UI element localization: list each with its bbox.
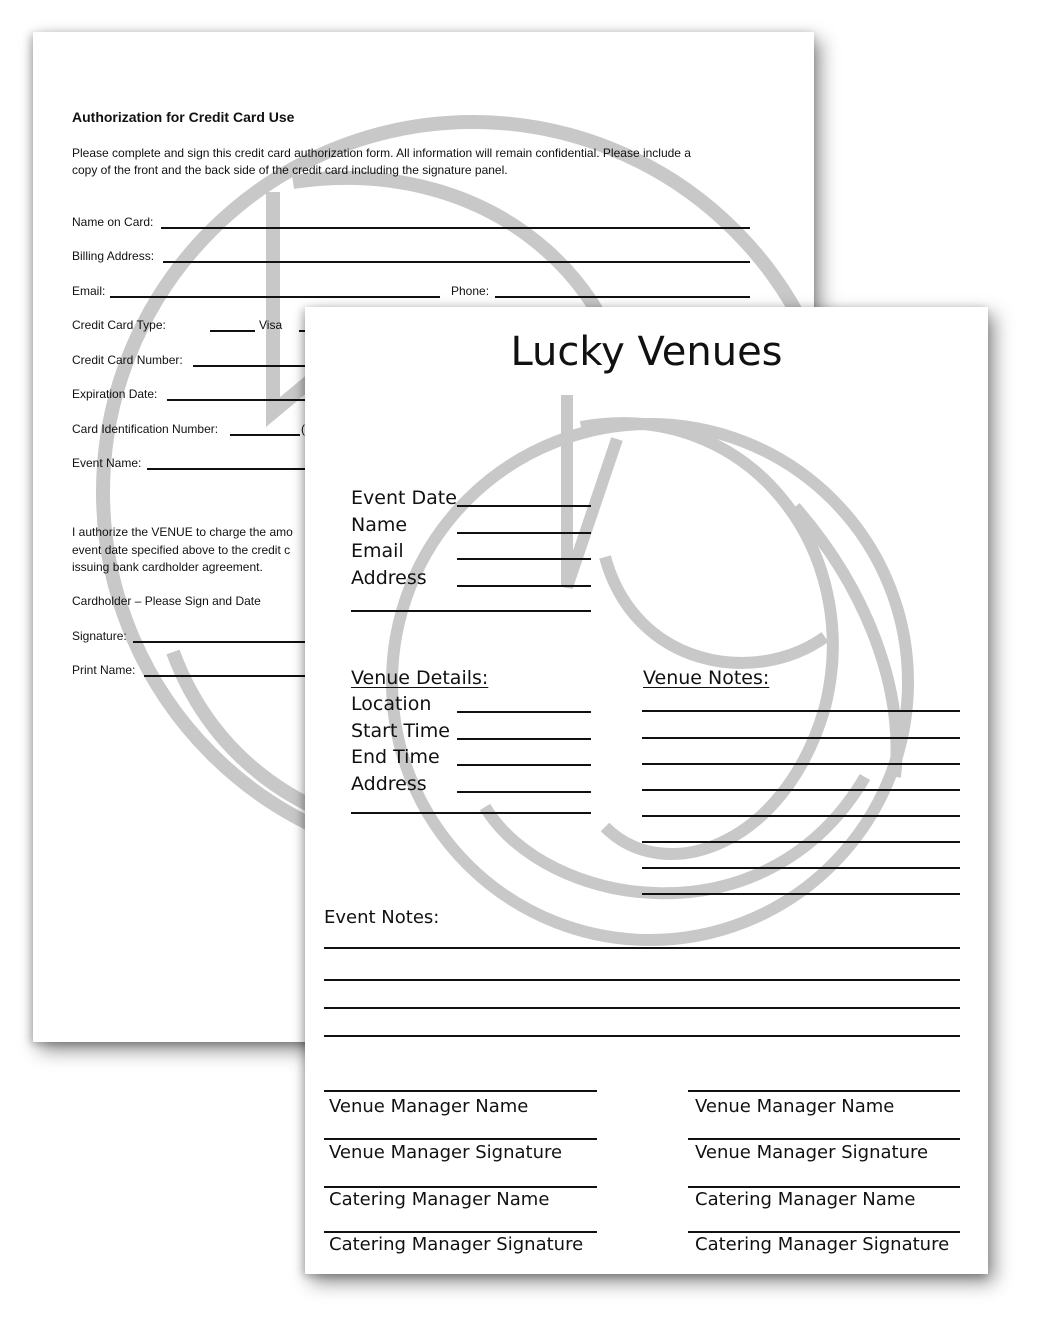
venue-manager-name-label-right: Venue Manager Name: [695, 1096, 895, 1117]
email-field[interactable]: [110, 296, 440, 298]
print-name-field[interactable]: [144, 675, 313, 677]
catering-manager-name-label-left: Catering Manager Name: [329, 1189, 550, 1210]
venue-manager-signature-line-left[interactable]: [324, 1138, 597, 1140]
page-title: Lucky Venues: [510, 329, 783, 375]
venue-address-label: Address: [351, 773, 427, 795]
venue-manager-signature-label-left: Venue Manager Signature: [329, 1142, 563, 1163]
card-id-paren: (: [301, 422, 305, 436]
card-id-label: Card Identification Number:: [72, 422, 219, 436]
venue-manager-signature-line-right[interactable]: [688, 1138, 960, 1140]
venue-manager-name-line-right[interactable]: [688, 1090, 960, 1092]
event-name-field[interactable]: [147, 468, 313, 470]
card-type-label: Credit Card Type:: [72, 318, 166, 332]
event-notes-line[interactable]: [324, 947, 960, 949]
lucky-venues-event-sheet: [305, 307, 988, 1274]
cardholder-label: Cardholder – Please Sign and Date: [72, 594, 261, 608]
email-field[interactable]: [457, 558, 591, 560]
venue-notes-heading: Venue Notes:: [643, 667, 770, 689]
event-name-label: Event Name:: [72, 456, 142, 470]
venue-address-field-line-2[interactable]: [351, 812, 591, 814]
venue-manager-signature-label-right: Venue Manager Signature: [695, 1142, 929, 1163]
card-id-field[interactable]: [230, 434, 300, 436]
address-field[interactable]: [457, 585, 591, 587]
location-field[interactable]: [457, 711, 591, 713]
phone-field[interactable]: [495, 296, 750, 298]
venue-notes-line[interactable]: [642, 867, 960, 869]
start-time-field[interactable]: [457, 738, 591, 740]
expiration-label: Expiration Date:: [72, 387, 158, 401]
venue-notes-line[interactable]: [642, 893, 960, 895]
catering-manager-name-line-right[interactable]: [688, 1186, 960, 1188]
email-label: Email:: [72, 284, 106, 298]
name-on-card-label: Name on Card:: [72, 215, 154, 229]
card-number-field[interactable]: [193, 365, 313, 367]
event-notes-line[interactable]: [324, 1035, 960, 1037]
signature-label: Signature:: [72, 629, 127, 643]
venue-notes-line[interactable]: [642, 737, 960, 739]
catering-manager-name-label-right: Catering Manager Name: [695, 1189, 916, 1210]
visa-checkbox-line[interactable]: [210, 330, 255, 332]
catering-manager-signature-line-right[interactable]: [688, 1231, 960, 1233]
authorization-text-line-2: event date specified above to the credit c: [72, 543, 291, 557]
card-number-label: Credit Card Number:: [72, 353, 183, 367]
venue-notes-line[interactable]: [642, 710, 960, 712]
phone-label: Phone:: [451, 284, 490, 298]
start-time-label: Start Time: [351, 720, 450, 742]
venue-address-field[interactable]: [457, 791, 591, 793]
form-title: Authorization for Credit Card Use: [72, 109, 295, 125]
expiration-field[interactable]: [167, 399, 313, 401]
catering-manager-signature-label-left: Catering Manager Signature: [329, 1234, 584, 1255]
billing-address-field[interactable]: [163, 261, 750, 263]
signature-field[interactable]: [133, 641, 313, 643]
catering-manager-signature-label-right: Catering Manager Signature: [695, 1234, 950, 1255]
billing-address-label: Billing Address:: [72, 249, 155, 263]
venue-manager-name-line-left[interactable]: [324, 1090, 597, 1092]
visa-label: Visa: [259, 318, 283, 332]
name-field[interactable]: [457, 532, 591, 534]
event-date-label: Event Date: [351, 487, 457, 509]
address-field-line-2[interactable]: [351, 610, 591, 612]
venue-notes-line[interactable]: [642, 763, 960, 765]
print-name-label: Print Name:: [72, 663, 136, 677]
catering-manager-signature-line-left[interactable]: [324, 1231, 597, 1233]
catering-manager-name-line-left[interactable]: [324, 1186, 597, 1188]
intro-text-line-1: Please complete and sign this credit card authorization form. All information will remain confidential. Please include a: [72, 146, 691, 160]
intro-text-line-2: copy of the front and the back side of the credit card including the signature panel.: [72, 163, 508, 177]
address-label: Address: [351, 567, 427, 589]
location-label: Location: [351, 693, 432, 715]
event-date-field[interactable]: [457, 505, 591, 507]
venue-notes-line[interactable]: [642, 815, 960, 817]
venue-notes-line[interactable]: [642, 789, 960, 791]
end-time-field[interactable]: [457, 764, 591, 766]
venue-notes-line[interactable]: [642, 841, 960, 843]
venue-details-heading: Venue Details:: [351, 667, 489, 689]
authorization-text-line-1: I authorize the VENUE to charge the amo: [72, 525, 293, 539]
name-on-card-field[interactable]: [161, 227, 750, 229]
name-label: Name: [351, 514, 408, 536]
email-label: Email: [351, 540, 404, 562]
end-time-label: End Time: [351, 746, 440, 768]
authorization-text-line-3: issuing bank cardholder agreement.: [72, 560, 263, 574]
event-notes-heading: Event Notes:: [324, 907, 440, 928]
event-notes-line[interactable]: [324, 1007, 960, 1009]
venue-manager-name-label-left: Venue Manager Name: [329, 1096, 529, 1117]
event-notes-line[interactable]: [324, 979, 960, 981]
